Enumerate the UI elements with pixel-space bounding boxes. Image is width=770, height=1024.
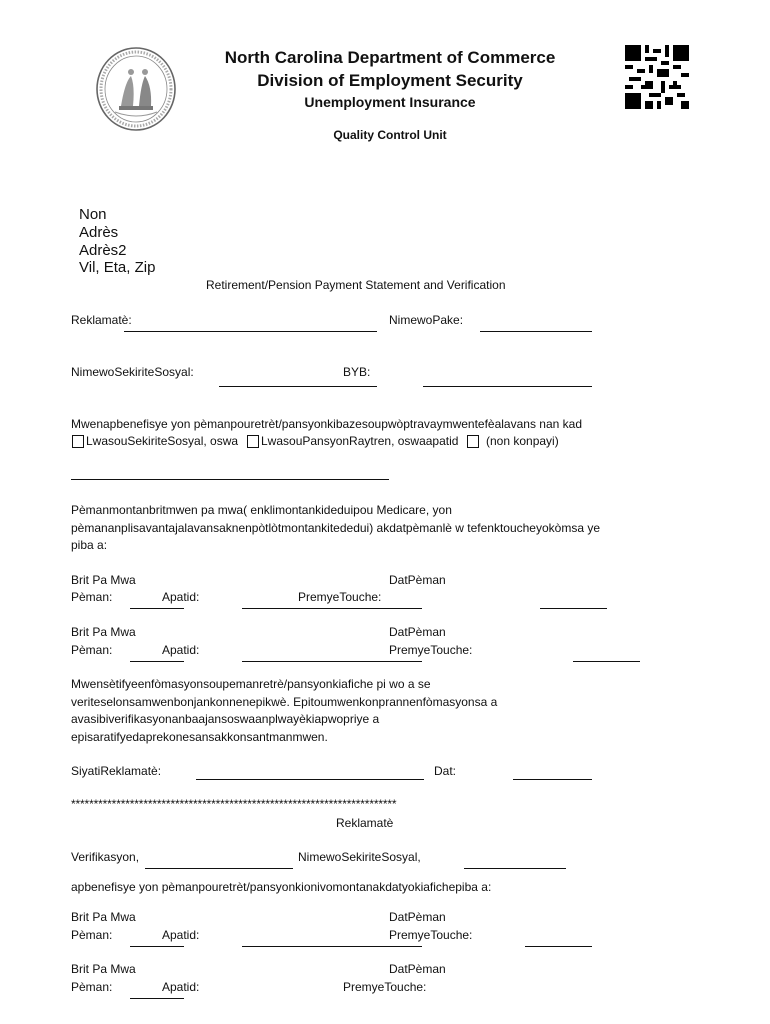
claimant-field[interactable] [124, 331, 377, 332]
certification-line-4: episaratifyedaprekonesansakkonsantmanmwen. [71, 729, 328, 744]
address-name: Non [79, 206, 107, 223]
first-received-field[interactable] [540, 608, 607, 609]
gross-monthly-label: Brit Pa Mwa [71, 625, 136, 639]
payment-date-label: DatPèman [389, 573, 446, 587]
claimant-section-title: Reklamatè [336, 816, 394, 830]
payment-number-label: NimewoPake: [389, 313, 464, 327]
first-received-label: PremyeTouche: [389, 928, 473, 942]
since-label: Apatid: [162, 643, 200, 657]
since-label: Apatid: [162, 928, 200, 942]
since-label: Apatid: [162, 980, 200, 994]
signature-field[interactable] [196, 779, 424, 780]
gross-amount-field[interactable] [130, 998, 184, 999]
page-subtitle: Unemployment Insurance [304, 94, 476, 110]
instruction-line-1: Pèmanmontanbritmwen pa mwa( enklimontankideduipou Medicare, yon [71, 503, 452, 517]
byb-label: BYB: [343, 365, 371, 379]
date-field[interactable] [513, 779, 592, 780]
ssn-field[interactable] [219, 386, 377, 387]
verification-label: Verifikasyon, [71, 850, 140, 864]
address-city: Vil, Eta, Zip [79, 259, 156, 276]
page-title: North Carolina Department of Commerce [224, 48, 556, 67]
since-date-field[interactable] [242, 946, 422, 947]
form-title: Retirement/Pension Payment Statement and Verification [206, 278, 506, 292]
payment-label: Pèman: [71, 928, 113, 942]
payment-date-label: DatPèman [389, 962, 446, 976]
payment-date-label: DatPèman [389, 910, 446, 924]
address-line1: Adrès [79, 224, 119, 241]
gross-amount-field[interactable] [130, 661, 184, 662]
payment-date-label: DatPèman [389, 625, 446, 639]
address-line2: Adrès2 [79, 242, 127, 259]
gross-monthly-label: Brit Pa Mwa [71, 962, 136, 976]
first-received-field[interactable] [573, 661, 640, 662]
payment-number-field[interactable] [480, 331, 592, 332]
other-source-option-label: (non konpayi) [486, 434, 559, 448]
ssn2-label: NimewoSekiriteSosyal, [298, 850, 421, 864]
certification-line-2: veriteselonsamwenbonjankonnenepikwè. Epitoumwenkonprannenfòmasyonsa a [71, 694, 498, 709]
first-received-field[interactable] [525, 946, 592, 947]
page-title-division: Division of Employment Security [257, 71, 523, 90]
certification-line-1: Mwensètifyeenfòmasyonsoupemanretrè/pansyonkiafiche pi wo a se [71, 677, 431, 691]
gross-monthly-label: Brit Pa Mwa [71, 910, 136, 924]
social-security-option-label: LwasouSekiriteSosyal, oswa [86, 434, 239, 448]
social-security-checkbox[interactable] [72, 435, 84, 448]
payment-label: Pèman: [71, 980, 113, 994]
certification-line-3: avasibiverifikasyonanbaajansoswaanplwayèkiapwopriye a [71, 712, 380, 726]
gross-monthly-label: Brit Pa Mwa [71, 573, 136, 587]
byb-field[interactable] [423, 386, 592, 387]
verification-field[interactable] [145, 868, 293, 869]
gross-amount-field[interactable] [130, 608, 184, 609]
other-source-field[interactable] [71, 479, 389, 480]
railroad-pension-option-label: LwasouPansyonRaytren, oswaapatid [261, 434, 459, 448]
benefit-statement: Mwenapbenefisye yon pèmanpouretrèt/pansyonkibazesoupwòptravaymwentefèalavans nan kad [71, 417, 582, 431]
unit-name: Quality Control Unit [333, 128, 447, 142]
claimant-label: Reklamatè: [71, 313, 132, 327]
other-source-checkbox[interactable] [467, 435, 479, 448]
benefit-statement-2: apbenefisye yon pèmanpouretrèt/pansyonkionivomontanakdatyokiafichepiba a: [71, 880, 492, 894]
ssn-label: NimewoSekiriteSosyal: [71, 365, 194, 379]
instruction-line-3: piba a: [71, 538, 108, 552]
railroad-pension-checkbox[interactable] [247, 435, 259, 448]
since-date-field[interactable] [242, 608, 422, 609]
since-date-field[interactable] [242, 661, 422, 662]
gross-amount-field[interactable] [130, 946, 184, 947]
payment-label: Pèman: [71, 590, 113, 604]
since-label: Apatid: [162, 590, 200, 604]
ssn2-field[interactable] [464, 868, 566, 869]
instruction-line-2: pèmananplisavantajalavansaknenpòtlòtmontankitededui) akdatpèmanlè w tefenktoucheyokòmsa ye [71, 520, 601, 535]
signature-label: SiyatiReklamatè: [71, 764, 162, 778]
payment-label: Pèman: [71, 643, 113, 657]
separator: ************************************************************************ [71, 797, 397, 811]
first-received-label: PremyeTouche: [389, 643, 473, 657]
date-label: Dat: [434, 764, 457, 778]
first-received-label: PremyeTouche: [343, 980, 427, 994]
first-received-label: PremyeTouche: [298, 590, 382, 604]
qr-code [625, 44, 689, 110]
